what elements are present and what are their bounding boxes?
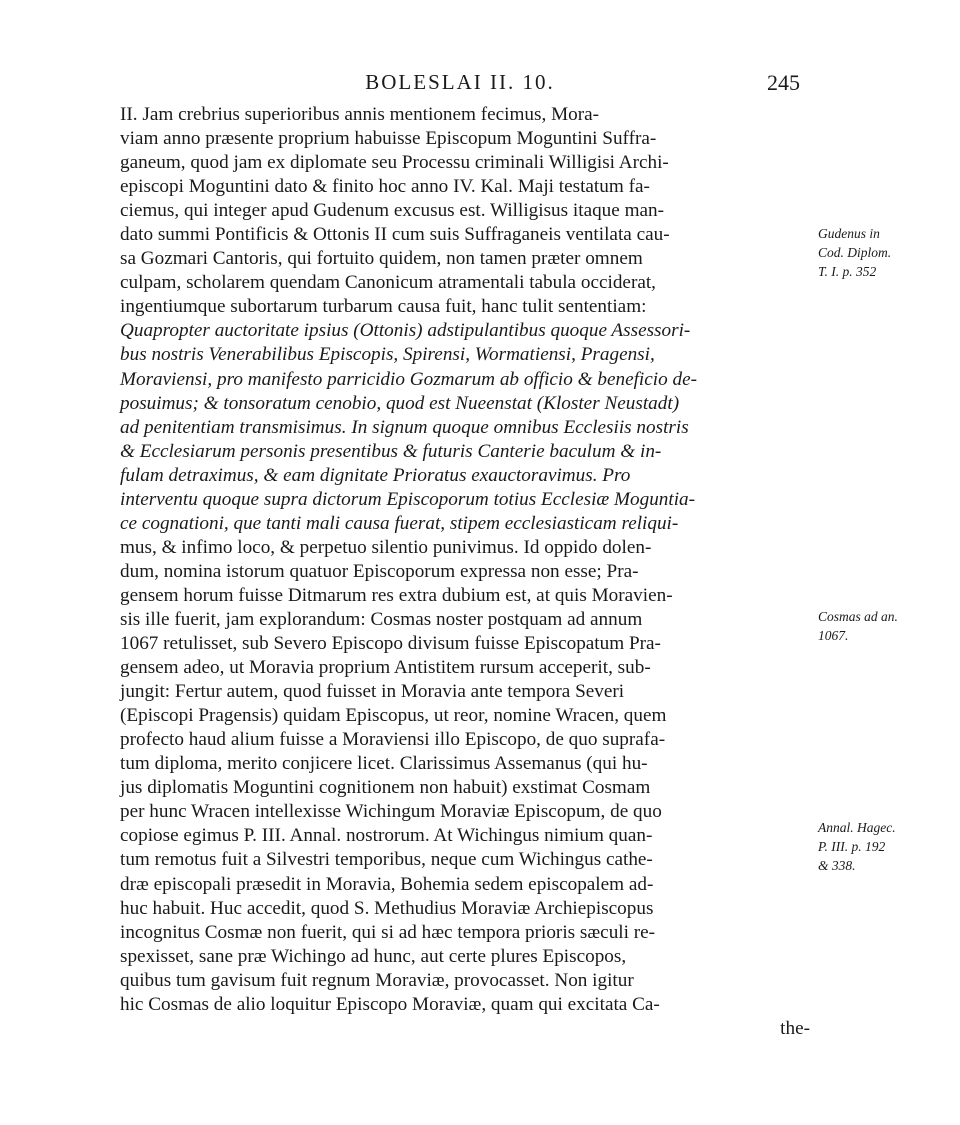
text-line: huc habuit. Huc accedit, quod S. Methudius Moraviæ Archiepiscopus [120, 897, 654, 919]
text-line: gensem adeo, ut Moravia proprium Antistitem rursum acceperit, sub- [120, 657, 651, 679]
margin-note-cosmas [818, 607, 948, 645]
text-line-italic: bus nostris Venerabilibus Episcopis, Spirensi, Wormatiensi, Pragensi, [120, 344, 655, 366]
text-line: tum diploma, merito conjicere licet. Clarissimus Assemanus (qui hu- [120, 753, 648, 775]
text-line: spexisset, sane præ Wichingo ad hunc, aut certe plures Episcopos, [120, 945, 627, 967]
text-line: tum remotus fuit a Silvestri temporibus, neque cum Wichingus cathe- [120, 849, 653, 871]
margin-note-line: 1067. [818, 628, 849, 643]
text-line: ciemus, qui integer apud Gudenum excusus est. Willigisus itaque man- [120, 200, 665, 222]
page-number: 245 [767, 70, 800, 95]
text-line-italic: Moraviensi, pro manifesto parricidio Gozmarum ab officio & beneficio de- [120, 368, 697, 390]
text-line-italic: interventu quoque supra dictorum Episcoporum totius Ecclesiæ Moguntia- [120, 488, 696, 510]
text-line: ingentiumque subortarum turbarum causa fuit, hanc tulit sententiam: [120, 296, 647, 318]
running-title: BOLESLAI II. 10. [365, 70, 555, 94]
text-line: quibus tum gavisum fuit regnum Moraviæ, provocasset. Non igitur [120, 969, 634, 991]
text-line: sa Gozmari Cantoris, qui fortuito quidem, non tamen præter omnem [120, 248, 643, 270]
text-line: profecto haud alium fuisse a Moraviensi illo Episcopo, de quo suprafa- [120, 729, 666, 751]
text-line-italic: & Ecclesiarum personis presentibus & futuris Canterie baculum & in- [120, 440, 662, 462]
text-line: incognitus Cosmæ non fuerit, qui si ad hæc tempora prioris sæculi re- [120, 921, 656, 943]
text-line: mus, & infimo loco, & perpetuo silentio punivimus. Id oppido dolen- [120, 536, 652, 558]
text-line: dum, nomina istorum quatuor Episcoporum expressa non esse; Pra- [120, 560, 639, 582]
margin-note-line: & 338. [818, 858, 856, 873]
text-line: ganeum, quod jam ex diplomate seu Processu criminali Willigisi Archi- [120, 152, 669, 174]
margin-note-line: P. III. p. 192 [818, 839, 886, 854]
page-header [120, 70, 800, 100]
text-line: per hunc Wracen intellexisse Wichingum Moraviæ Episcopum, de quo [120, 801, 662, 823]
text-line: II. Jam crebrius superioribus annis mentionem fecimus, Mora- [120, 104, 600, 125]
text-line-italic: Quapropter auctoritate ipsius (Ottonis) adstipulantibus quoque Assessori- [120, 320, 691, 342]
text-line: culpam, scholarem quendam Canonicum atramentali tabula occiderat, [120, 272, 656, 294]
text-line: jus diplomatis Moguntini cognitionem non habuit) exstimat Cosmam [120, 777, 651, 799]
margin-note-line: Annal. Hagec. [818, 820, 896, 835]
text-line-italic: posuimus; & tonsoratum cenobio, quod est Nueenstat (Kloster Neustadt) [120, 392, 680, 414]
margin-note-line: Cod. Diplom. [818, 245, 892, 260]
margin-note-line: Cosmas ad an. [818, 609, 898, 624]
text-line: 1067 retulisset, sub Severo Episcopo divisum fuisse Episcopatum Pra- [120, 633, 661, 655]
text-line-italic: ad penitentiam transmisimus. In signum quoque omnibus Ecclesiis nostris [120, 416, 689, 438]
text-line: hic Cosmas de alio loquitur Episcopo Moraviæ, quam qui excitata Ca- [120, 993, 660, 1015]
body-text [120, 103, 810, 1041]
text-line: viam anno præsente proprium habuisse Episcopum Moguntini Suffra- [120, 128, 657, 150]
margin-note-annal [818, 818, 948, 875]
text-line: jungit: Fertur autem, quod fuisset in Moravia ante tempora Severi [120, 681, 625, 703]
text-line: dato summi Pontificis & Ottonis II cum suis Suffraganeis ventilata cau- [120, 224, 670, 246]
text-line: dræ episcopali præsedit in Moravia, Bohemia sedem episcopalem ad- [120, 873, 654, 895]
margin-note-line: Gudenus in [818, 226, 880, 241]
text-line: episcopi Moguntini dato & finito hoc anno IV. Kal. Maji testatum fa- [120, 176, 650, 198]
text-line: copiose egimus P. III. Annal. nostrorum. At Wichingus nimium quan- [120, 825, 653, 847]
catchword: the- [780, 1017, 810, 1039]
text-line: (Episcopi Pragensis) quidam Episcopus, ut reor, nomine Wracen, quem [120, 705, 667, 727]
margin-note-line: T. I. p. 352 [818, 264, 877, 279]
margin-note-gudenus [818, 224, 948, 281]
text-line-italic: ce cognationi, que tanti mali causa fuerat, stipem ecclesiasticam reliqui- [120, 512, 679, 534]
text-line-italic: fulam detraximus, & eam dignitate Prioratus exauctoravimus. Pro [120, 464, 631, 486]
text-line: sis ille fuerit, jam explorandum: Cosmas noster postquam ad annum [120, 608, 643, 630]
text-line: gensem horum fuisse Ditmarum res extra dubium est, at quis Moravien- [120, 584, 673, 606]
